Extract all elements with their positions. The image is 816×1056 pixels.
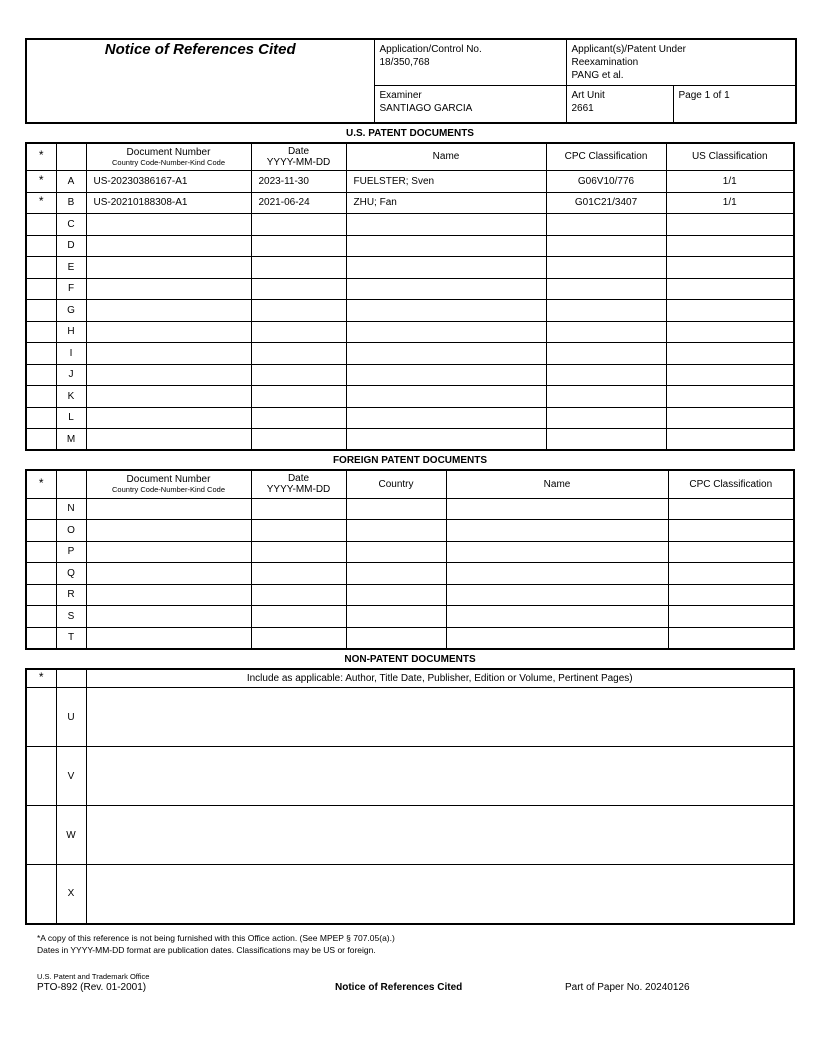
foreign-patent-row [26, 606, 794, 628]
non-patent-section-title: NON-PATENT DOCUMENTS [344, 653, 476, 665]
non-patent-citation-cell [86, 806, 794, 865]
star-column-header [26, 669, 56, 688]
document-number-cell [86, 627, 251, 649]
country-cell [346, 541, 446, 563]
art-unit-cell [566, 86, 673, 123]
name-cell [346, 257, 546, 279]
ref-letter-cell: V [56, 747, 86, 806]
date-cell [251, 278, 346, 300]
date-cell [251, 235, 346, 257]
star-cell [26, 606, 56, 628]
document-number-cell [86, 606, 251, 628]
us-patent-row [26, 192, 794, 214]
cpc-classification-cell [546, 407, 666, 429]
cpc-classification-cell [546, 364, 666, 386]
star-cell [26, 520, 56, 542]
footnote-copy-not-furnished: *A copy of this reference is not being furnished with this Office action. (See MPEP § 707.05(a).) [37, 932, 395, 943]
date-cell [251, 300, 346, 322]
document-number-cell [86, 407, 251, 429]
document-number-label: Document Number [126, 146, 211, 158]
foreign-patent-row [26, 627, 794, 649]
include-as-applicable-header: Include as applicable: Author, Title Date, Publisher, Edition or Volume, Pertinent Pages) [86, 669, 794, 688]
us-patent-row [26, 364, 794, 386]
date-cell: 2023-11-30 [251, 171, 346, 193]
name-cell [346, 343, 546, 365]
date-cell [251, 214, 346, 236]
document-number-cell [86, 584, 251, 606]
star-glyph: * [38, 148, 44, 163]
document-number-cell [86, 386, 251, 408]
document-number-cell [86, 541, 251, 563]
letter-column-header [56, 470, 86, 498]
name-cell: FUELSTER; Sven [346, 171, 546, 193]
ref-letter-cell: C [56, 214, 86, 236]
name-cell [346, 214, 546, 236]
document-number-cell [86, 300, 251, 322]
us-patent-section-title: U.S. PATENT DOCUMENTS [346, 127, 474, 139]
date-cell [251, 364, 346, 386]
ref-letter-cell: W [56, 806, 86, 865]
cpc-classification-cell [668, 606, 794, 628]
us-class-column-header: US Classification [666, 143, 794, 171]
us-patent-row [26, 214, 794, 236]
us-patent-row [26, 171, 794, 193]
cpc-classification-cell [546, 386, 666, 408]
name-cell [346, 278, 546, 300]
star-glyph: * [38, 475, 44, 490]
date-cell [251, 563, 346, 585]
us-patent-table [25, 142, 795, 452]
ref-letter-cell: D [56, 235, 86, 257]
ref-letter-cell: B [56, 192, 86, 214]
star-cell [26, 214, 56, 236]
art-unit-label: Art Unit [571, 90, 605, 101]
document-number-cell [86, 429, 251, 451]
name-column-header: Name [346, 143, 546, 171]
non-patent-row [26, 865, 794, 924]
date-cell [251, 541, 346, 563]
name-cell [346, 364, 546, 386]
star-cell [26, 541, 56, 563]
ref-letter-cell: H [56, 321, 86, 343]
ref-letter-cell: F [56, 278, 86, 300]
date-cell [251, 321, 346, 343]
document-number-cell [86, 257, 251, 279]
application-number-cell [374, 39, 566, 86]
country-cell [346, 606, 446, 628]
form-content [25, 38, 795, 994]
name-cell [346, 300, 546, 322]
form-header-box [25, 38, 797, 124]
document-number-cell [86, 214, 251, 236]
date-cell [251, 606, 346, 628]
ref-letter-cell: S [56, 606, 86, 628]
foreign-patent-row [26, 498, 794, 520]
name-cell [346, 429, 546, 451]
form-title-cell [26, 39, 374, 123]
cpc-classification-cell [546, 321, 666, 343]
star-glyph: * [38, 172, 44, 187]
uspto-office-label: U.S. Patent and Trademark Office [37, 971, 150, 981]
date-label: Date [287, 145, 310, 157]
date-cell: 2021-06-24 [251, 192, 346, 214]
cpc-column-header: CPC Classification [546, 143, 666, 171]
name-cell [446, 520, 668, 542]
date-cell [251, 386, 346, 408]
star-cell [26, 747, 56, 806]
non-patent-citation-cell [86, 865, 794, 924]
date-format-sublabel: YYYY-MM-DD [266, 156, 331, 168]
star-cell [26, 407, 56, 429]
star-cell [26, 429, 56, 451]
cpc-classification-cell [668, 541, 794, 563]
ref-letter-cell: J [56, 364, 86, 386]
form-footer [25, 968, 795, 994]
name-cell [346, 235, 546, 257]
star-cell [26, 192, 56, 214]
date-format-sublabel: YYYY-MM-DD [266, 484, 331, 496]
page-number: Page 1 of 1 [678, 90, 730, 101]
footnote-date-format: Dates in YYYY-MM-DD format are publication dates. Classifications may be US or foreign. [37, 944, 376, 955]
cpc-classification-cell: G06V10/776 [546, 171, 666, 193]
foreign-patent-row [26, 563, 794, 585]
star-cell [26, 343, 56, 365]
ref-letter-cell: G [56, 300, 86, 322]
document-number-cell: US-20230386167-A1 [86, 171, 251, 193]
ref-letter-cell: I [56, 343, 86, 365]
date-cell [251, 257, 346, 279]
name-cell [446, 584, 668, 606]
ref-letter-cell: P [56, 541, 86, 563]
document-number-cell: US-20210188308-A1 [86, 192, 251, 214]
applicant-cell [566, 39, 796, 86]
cpc-classification-cell [546, 343, 666, 365]
name-cell [446, 498, 668, 520]
part-of-paper-number: Part of Paper No. 20240126 [565, 981, 690, 993]
us-classification-cell [666, 364, 794, 386]
date-cell [251, 429, 346, 451]
star-cell [26, 627, 56, 649]
ref-letter-cell: U [56, 688, 86, 747]
ref-letter-cell: M [56, 429, 86, 451]
applicant-value: PANG et al. [571, 70, 624, 81]
date-cell [251, 407, 346, 429]
country-cell [346, 627, 446, 649]
country-code-sublabel: Country Code-Number-Kind Code [112, 485, 225, 495]
star-cell [26, 386, 56, 408]
us-patent-row [26, 278, 794, 300]
document-number-cell [86, 498, 251, 520]
non-patent-row [26, 688, 794, 747]
foreign-patent-section-title: FOREIGN PATENT DOCUMENTS [332, 455, 488, 466]
us-classification-cell [666, 429, 794, 451]
examiner-cell [374, 86, 566, 123]
examiner-label: Examiner [379, 90, 422, 101]
us-classification-cell [666, 278, 794, 300]
us-classification-cell [666, 407, 794, 429]
date-label: Date [287, 473, 310, 485]
cpc-classification-cell [546, 214, 666, 236]
cpc-classification-cell [546, 300, 666, 322]
name-cell [446, 627, 668, 649]
name-cell [346, 386, 546, 408]
date-cell [251, 498, 346, 520]
us-classification-cell [666, 321, 794, 343]
cpc-classification-cell [546, 235, 666, 257]
ref-letter-cell: O [56, 520, 86, 542]
non-patent-row [26, 747, 794, 806]
footer-document-title: Notice of References Cited [335, 981, 463, 993]
us-patent-row [26, 321, 794, 343]
non-patent-table [25, 668, 795, 925]
page-number-cell [673, 86, 796, 123]
star-cell [26, 688, 56, 747]
ref-letter-cell: X [56, 865, 86, 924]
date-cell [251, 584, 346, 606]
document-number-cell [86, 235, 251, 257]
name-cell [346, 321, 546, 343]
document-number-cell [86, 321, 251, 343]
star-column-header [26, 143, 56, 171]
non-patent-citation-cell [86, 747, 794, 806]
us-patent-row [26, 386, 794, 408]
star-glyph: * [38, 669, 44, 684]
form-title: Notice of References Cited [104, 41, 296, 58]
document-number-cell [86, 563, 251, 585]
footnotes [37, 932, 795, 956]
star-cell [26, 278, 56, 300]
document-number-cell [86, 343, 251, 365]
country-cell [346, 584, 446, 606]
date-cell [251, 343, 346, 365]
star-cell [26, 364, 56, 386]
star-column-header [26, 470, 56, 498]
document-number-cell [86, 520, 251, 542]
document-number-label: Document Number [126, 474, 211, 486]
non-patent-row [26, 806, 794, 865]
name-cell [446, 541, 668, 563]
foreign-patent-row [26, 584, 794, 606]
document-number-cell [86, 364, 251, 386]
us-patent-row [26, 257, 794, 279]
footer-left-block [37, 972, 149, 994]
country-cell [346, 520, 446, 542]
date-cell [251, 520, 346, 542]
application-number-label: Application/Control No. [379, 44, 482, 55]
letter-column-header [56, 669, 86, 688]
document-number-column-header [86, 470, 251, 498]
us-patent-header-row [26, 143, 794, 171]
us-patent-row [26, 343, 794, 365]
ref-letter-cell: R [56, 584, 86, 606]
non-patent-header-row [26, 669, 794, 688]
star-cell [26, 865, 56, 924]
country-cell [346, 563, 446, 585]
document-number-column-header [86, 143, 251, 171]
name-cell [346, 407, 546, 429]
ref-letter-cell: L [56, 407, 86, 429]
cpc-classification-cell: G01C21/3407 [546, 192, 666, 214]
star-cell [26, 171, 56, 193]
name-cell [446, 606, 668, 628]
foreign-patent-table [25, 469, 795, 650]
name-cell: ZHU; Fan [346, 192, 546, 214]
us-patent-row [26, 300, 794, 322]
ref-letter-cell: N [56, 498, 86, 520]
ref-letter-cell: E [56, 257, 86, 279]
ref-letter-cell: A [56, 171, 86, 193]
name-cell [446, 563, 668, 585]
form-number: PTO-892 (Rev. 01-2001) [37, 981, 147, 993]
us-classification-cell [666, 386, 794, 408]
ref-letter-cell: Q [56, 563, 86, 585]
star-cell [26, 806, 56, 865]
cpc-classification-cell [668, 563, 794, 585]
cpc-classification-cell [546, 278, 666, 300]
cpc-classification-cell [546, 257, 666, 279]
examiner-value: SANTIAGO GARCIA [379, 103, 473, 114]
us-classification-cell: 1/1 [666, 192, 794, 214]
ref-letter-cell: T [56, 627, 86, 649]
cpc-classification-cell [546, 429, 666, 451]
star-cell [26, 498, 56, 520]
foreign-patent-row [26, 541, 794, 563]
date-column-header [251, 143, 346, 171]
date-column-header [251, 470, 346, 498]
applicant-label: Applicant(s)/Patent Under Reexamination [571, 44, 687, 68]
us-classification-cell [666, 235, 794, 257]
country-code-sublabel: Country Code-Number-Kind Code [112, 157, 225, 167]
star-cell [26, 300, 56, 322]
name-column-header: Name [446, 470, 668, 498]
star-cell [26, 257, 56, 279]
foreign-patent-row [26, 520, 794, 542]
cpc-classification-cell [668, 584, 794, 606]
letter-column-header [56, 143, 86, 171]
us-classification-cell [666, 343, 794, 365]
country-column-header: Country [346, 470, 446, 498]
us-patent-row [26, 429, 794, 451]
cpc-classification-cell [668, 627, 794, 649]
foreign-patent-header-row [26, 470, 794, 498]
star-cell [26, 321, 56, 343]
star-glyph: * [38, 194, 44, 209]
country-cell [346, 498, 446, 520]
us-classification-cell [666, 257, 794, 279]
ref-letter-cell: K [56, 386, 86, 408]
star-cell [26, 235, 56, 257]
us-patent-row [26, 235, 794, 257]
star-cell [26, 584, 56, 606]
non-patent-citation-cell [86, 688, 794, 747]
us-patent-row [26, 407, 794, 429]
date-cell [251, 627, 346, 649]
star-cell [26, 563, 56, 585]
us-classification-cell [666, 214, 794, 236]
application-number-value: 18/350,768 [379, 57, 430, 68]
us-classification-cell: 1/1 [666, 171, 794, 193]
us-classification-cell [666, 300, 794, 322]
cpc-column-header: CPC Classification [668, 470, 794, 498]
art-unit-value: 2661 [571, 103, 594, 114]
cpc-classification-cell [668, 520, 794, 542]
cpc-classification-cell [668, 498, 794, 520]
document-number-cell [86, 278, 251, 300]
